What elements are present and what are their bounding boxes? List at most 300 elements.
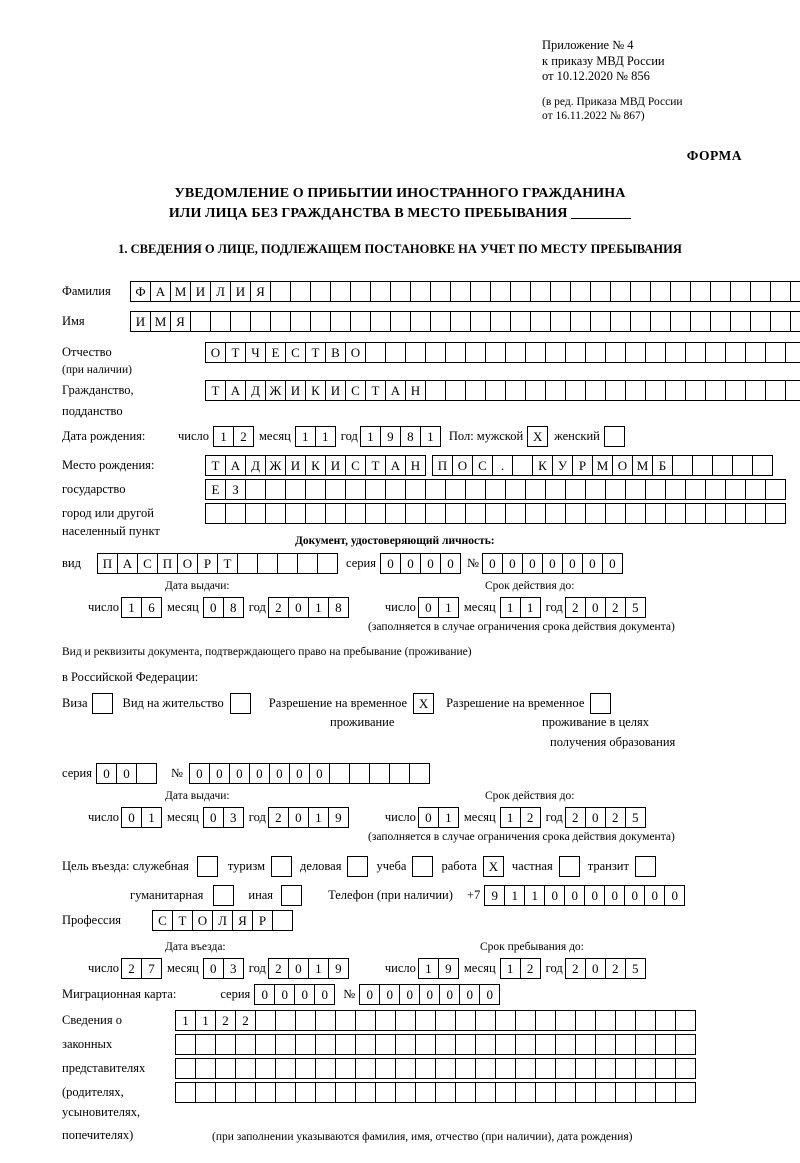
char-cell[interactable]: [470, 281, 491, 302]
purpose-work-checkbox[interactable]: X: [483, 856, 504, 877]
char-cell[interactable]: О: [612, 455, 633, 476]
char-cell[interactable]: [585, 479, 606, 500]
char-cell[interactable]: [650, 281, 671, 302]
char-cell[interactable]: [345, 503, 366, 524]
entry-day-input[interactable]: [121, 958, 162, 979]
char-cell[interactable]: К: [305, 455, 326, 476]
char-cell[interactable]: 0: [582, 553, 603, 574]
char-cell[interactable]: [765, 342, 786, 363]
char-cell[interactable]: 0: [418, 807, 439, 828]
char-cell[interactable]: [530, 311, 551, 332]
char-cell[interactable]: [705, 342, 726, 363]
char-cell[interactable]: [465, 380, 486, 401]
char-cell[interactable]: [545, 503, 566, 524]
char-cell[interactable]: [595, 1082, 616, 1103]
char-cell[interactable]: К: [532, 455, 553, 476]
char-cell[interactable]: [565, 479, 586, 500]
char-cell[interactable]: С: [137, 553, 158, 574]
char-cell[interactable]: [575, 1058, 596, 1079]
char-cell[interactable]: [605, 479, 626, 500]
char-cell[interactable]: 0: [314, 984, 335, 1005]
char-cell[interactable]: 0: [209, 763, 230, 784]
char-cell[interactable]: [495, 1034, 516, 1055]
char-cell[interactable]: [205, 503, 226, 524]
char-cell[interactable]: 0: [602, 553, 623, 574]
birth-city-input-row3[interactable]: [205, 503, 786, 524]
doc-issue-month-input[interactable]: [203, 597, 244, 618]
char-cell[interactable]: 0: [116, 763, 137, 784]
char-cell[interactable]: [745, 479, 766, 500]
char-cell[interactable]: [750, 281, 771, 302]
char-cell[interactable]: 0: [604, 885, 625, 906]
char-cell[interactable]: 2: [565, 597, 586, 618]
char-cell[interactable]: [505, 380, 526, 401]
char-cell[interactable]: [190, 311, 211, 332]
char-cell[interactable]: 0: [664, 885, 685, 906]
char-cell[interactable]: [272, 910, 293, 931]
sex-female-checkbox[interactable]: [604, 426, 625, 447]
char-cell[interactable]: З: [225, 479, 246, 500]
char-cell[interactable]: [535, 1034, 556, 1055]
char-cell[interactable]: [425, 479, 446, 500]
char-cell[interactable]: 0: [288, 807, 309, 828]
char-cell[interactable]: [350, 281, 371, 302]
char-cell[interactable]: [245, 503, 266, 524]
char-cell[interactable]: [585, 342, 606, 363]
char-cell[interactable]: [230, 311, 251, 332]
char-cell[interactable]: [655, 1034, 676, 1055]
char-cell[interactable]: [385, 503, 406, 524]
char-cell[interactable]: [455, 1034, 476, 1055]
char-cell[interactable]: П: [97, 553, 118, 574]
doc-kind-input[interactable]: [97, 553, 338, 574]
char-cell[interactable]: Ф: [130, 281, 151, 302]
char-cell[interactable]: [485, 342, 506, 363]
char-cell[interactable]: [570, 311, 591, 332]
char-cell[interactable]: [349, 763, 370, 784]
char-cell[interactable]: [630, 281, 651, 302]
char-cell[interactable]: А: [385, 455, 406, 476]
char-cell[interactable]: 2: [565, 958, 586, 979]
char-cell[interactable]: [395, 1058, 416, 1079]
char-cell[interactable]: [665, 479, 686, 500]
char-cell[interactable]: [672, 455, 693, 476]
doc-series-input[interactable]: [380, 553, 461, 574]
purpose-tourism-checkbox[interactable]: [271, 856, 292, 877]
char-cell[interactable]: [615, 1010, 636, 1031]
char-cell[interactable]: [290, 281, 311, 302]
char-cell[interactable]: 1: [504, 885, 525, 906]
char-cell[interactable]: [270, 281, 291, 302]
birth-city-input-row1[interactable]: [432, 455, 773, 476]
char-cell[interactable]: 0: [288, 597, 309, 618]
permit-number-input[interactable]: [189, 763, 430, 784]
char-cell[interactable]: [275, 1058, 296, 1079]
purpose-study-checkbox[interactable]: [412, 856, 433, 877]
stay-year-input[interactable]: [565, 958, 646, 979]
char-cell[interactable]: [470, 311, 491, 332]
char-cell[interactable]: [305, 503, 326, 524]
char-cell[interactable]: 0: [562, 553, 583, 574]
char-cell[interactable]: [605, 380, 626, 401]
sex-male-checkbox[interactable]: X: [527, 426, 548, 447]
char-cell[interactable]: [535, 1058, 556, 1079]
char-cell[interactable]: [415, 1058, 436, 1079]
char-cell[interactable]: [385, 479, 406, 500]
char-cell[interactable]: 1: [308, 807, 329, 828]
char-cell[interactable]: 8: [400, 426, 421, 447]
char-cell[interactable]: Я: [232, 910, 253, 931]
char-cell[interactable]: 0: [419, 984, 440, 1005]
char-cell[interactable]: [415, 1082, 436, 1103]
char-cell[interactable]: [445, 503, 466, 524]
char-cell[interactable]: А: [225, 380, 246, 401]
char-cell[interactable]: 9: [328, 807, 349, 828]
char-cell[interactable]: 0: [585, 958, 606, 979]
char-cell[interactable]: 2: [605, 597, 626, 618]
char-cell[interactable]: [525, 380, 546, 401]
char-cell[interactable]: 0: [229, 763, 250, 784]
char-cell[interactable]: 0: [585, 807, 606, 828]
char-cell[interactable]: Н: [405, 380, 426, 401]
char-cell[interactable]: [405, 342, 426, 363]
char-cell[interactable]: [750, 311, 771, 332]
char-cell[interactable]: 1: [213, 426, 234, 447]
char-cell[interactable]: [555, 1010, 576, 1031]
char-cell[interactable]: [732, 455, 753, 476]
char-cell[interactable]: [625, 380, 646, 401]
char-cell[interactable]: [595, 1034, 616, 1055]
char-cell[interactable]: [615, 1034, 636, 1055]
char-cell[interactable]: [250, 311, 271, 332]
char-cell[interactable]: [325, 503, 346, 524]
char-cell[interactable]: [710, 281, 731, 302]
char-cell[interactable]: [195, 1058, 216, 1079]
char-cell[interactable]: [645, 503, 666, 524]
char-cell[interactable]: [565, 342, 586, 363]
char-cell[interactable]: 1: [418, 958, 439, 979]
char-cell[interactable]: [350, 311, 371, 332]
char-cell[interactable]: Д: [245, 455, 266, 476]
char-cell[interactable]: 0: [121, 807, 142, 828]
char-cell[interactable]: [570, 281, 591, 302]
char-cell[interactable]: В: [325, 342, 346, 363]
char-cell[interactable]: 9: [484, 885, 505, 906]
purpose-service-checkbox[interactable]: [197, 856, 218, 877]
char-cell[interactable]: [725, 479, 746, 500]
char-cell[interactable]: [605, 503, 626, 524]
char-cell[interactable]: [712, 455, 733, 476]
char-cell[interactable]: И: [325, 380, 346, 401]
char-cell[interactable]: 2: [605, 958, 626, 979]
char-cell[interactable]: [285, 503, 306, 524]
char-cell[interactable]: 0: [288, 958, 309, 979]
char-cell[interactable]: Р: [572, 455, 593, 476]
migration-series-input[interactable]: [254, 984, 335, 1005]
profession-input[interactable]: [152, 910, 293, 931]
char-cell[interactable]: [235, 1082, 256, 1103]
char-cell[interactable]: С: [285, 342, 306, 363]
char-cell[interactable]: П: [432, 455, 453, 476]
char-cell[interactable]: 0: [502, 553, 523, 574]
char-cell[interactable]: [650, 311, 671, 332]
char-cell[interactable]: И: [325, 455, 346, 476]
char-cell[interactable]: 1: [420, 426, 441, 447]
char-cell[interactable]: [455, 1010, 476, 1031]
char-cell[interactable]: 2: [235, 1010, 256, 1031]
char-cell[interactable]: [136, 763, 157, 784]
purpose-business-checkbox[interactable]: [347, 856, 368, 877]
char-cell[interactable]: 5: [625, 958, 646, 979]
char-cell[interactable]: 0: [418, 597, 439, 618]
char-cell[interactable]: 6: [141, 597, 162, 618]
char-cell[interactable]: [450, 311, 471, 332]
char-cell[interactable]: [725, 503, 746, 524]
char-cell[interactable]: [635, 1010, 656, 1031]
char-cell[interactable]: [475, 1058, 496, 1079]
char-cell[interactable]: 0: [359, 984, 380, 1005]
char-cell[interactable]: [525, 342, 546, 363]
char-cell[interactable]: [315, 1010, 336, 1031]
char-cell[interactable]: 0: [420, 553, 441, 574]
char-cell[interactable]: [585, 380, 606, 401]
char-cell[interactable]: [645, 479, 666, 500]
char-cell[interactable]: Р: [252, 910, 273, 931]
char-cell[interactable]: [550, 311, 571, 332]
char-cell[interactable]: 1: [438, 597, 459, 618]
char-cell[interactable]: М: [632, 455, 653, 476]
edu-residence-checkbox[interactable]: [590, 693, 611, 714]
char-cell[interactable]: [175, 1082, 196, 1103]
char-cell[interactable]: А: [385, 380, 406, 401]
char-cell[interactable]: 1: [308, 958, 329, 979]
char-cell[interactable]: [675, 1010, 696, 1031]
char-cell[interactable]: [245, 479, 266, 500]
char-cell[interactable]: [225, 503, 246, 524]
char-cell[interactable]: [275, 1082, 296, 1103]
char-cell[interactable]: И: [285, 455, 306, 476]
char-cell[interactable]: [290, 311, 311, 332]
char-cell[interactable]: [590, 311, 611, 332]
char-cell[interactable]: Т: [365, 380, 386, 401]
char-cell[interactable]: [335, 1034, 356, 1055]
char-cell[interactable]: [675, 1082, 696, 1103]
char-cell[interactable]: [315, 1034, 336, 1055]
char-cell[interactable]: Е: [265, 342, 286, 363]
char-cell[interactable]: 2: [233, 426, 254, 447]
char-cell[interactable]: [255, 1034, 276, 1055]
char-cell[interactable]: 0: [584, 885, 605, 906]
char-cell[interactable]: [265, 503, 286, 524]
char-cell[interactable]: [430, 311, 451, 332]
char-cell[interactable]: [275, 1034, 296, 1055]
char-cell[interactable]: [395, 1010, 416, 1031]
char-cell[interactable]: Т: [305, 342, 326, 363]
stay-day-input[interactable]: [418, 958, 459, 979]
char-cell[interactable]: [405, 503, 426, 524]
char-cell[interactable]: [675, 1058, 696, 1079]
char-cell[interactable]: [645, 342, 666, 363]
char-cell[interactable]: И: [190, 281, 211, 302]
char-cell[interactable]: [692, 455, 713, 476]
char-cell[interactable]: [315, 1058, 336, 1079]
char-cell[interactable]: [297, 553, 318, 574]
char-cell[interactable]: [585, 503, 606, 524]
char-cell[interactable]: [675, 1034, 696, 1055]
doc-number-input[interactable]: [482, 553, 623, 574]
char-cell[interactable]: [410, 311, 431, 332]
char-cell[interactable]: 3: [223, 958, 244, 979]
char-cell[interactable]: [705, 380, 726, 401]
char-cell[interactable]: А: [117, 553, 138, 574]
char-cell[interactable]: 1: [141, 807, 162, 828]
char-cell[interactable]: А: [225, 455, 246, 476]
char-cell[interactable]: [630, 311, 651, 332]
char-cell[interactable]: И: [130, 311, 151, 332]
char-cell[interactable]: [555, 1058, 576, 1079]
char-cell[interactable]: [355, 1082, 376, 1103]
char-cell[interactable]: [495, 1082, 516, 1103]
char-cell[interactable]: [685, 503, 706, 524]
citizenship-input[interactable]: [205, 380, 800, 401]
char-cell[interactable]: [375, 1082, 396, 1103]
char-cell[interactable]: [475, 1082, 496, 1103]
entry-month-input[interactable]: [203, 958, 244, 979]
char-cell[interactable]: [435, 1082, 456, 1103]
char-cell[interactable]: [330, 311, 351, 332]
temporary-residence-checkbox[interactable]: X: [413, 693, 434, 714]
char-cell[interactable]: О: [452, 455, 473, 476]
char-cell[interactable]: [345, 479, 366, 500]
char-cell[interactable]: С: [345, 380, 366, 401]
permit-valid-year-input[interactable]: [565, 807, 646, 828]
char-cell[interactable]: Д: [245, 380, 266, 401]
char-cell[interactable]: [725, 380, 746, 401]
char-cell[interactable]: [175, 1034, 196, 1055]
purpose-transit-checkbox[interactable]: [635, 856, 656, 877]
char-cell[interactable]: [615, 1058, 636, 1079]
char-cell[interactable]: [515, 1010, 536, 1031]
char-cell[interactable]: 1: [121, 597, 142, 618]
char-cell[interactable]: [329, 763, 350, 784]
char-cell[interactable]: [335, 1082, 356, 1103]
char-cell[interactable]: 0: [289, 763, 310, 784]
char-cell[interactable]: [610, 281, 631, 302]
char-cell[interactable]: .: [492, 455, 513, 476]
char-cell[interactable]: [785, 342, 800, 363]
char-cell[interactable]: [635, 1082, 656, 1103]
char-cell[interactable]: [625, 503, 646, 524]
permit-valid-month-input[interactable]: [500, 807, 541, 828]
char-cell[interactable]: 0: [189, 763, 210, 784]
char-cell[interactable]: М: [592, 455, 613, 476]
char-cell[interactable]: [445, 380, 466, 401]
char-cell[interactable]: [375, 1058, 396, 1079]
char-cell[interactable]: [390, 311, 411, 332]
char-cell[interactable]: 8: [223, 597, 244, 618]
char-cell[interactable]: [525, 503, 546, 524]
char-cell[interactable]: [595, 1010, 616, 1031]
char-cell[interactable]: 2: [121, 958, 142, 979]
char-cell[interactable]: [765, 503, 786, 524]
permit-issue-year-input[interactable]: [268, 807, 349, 828]
char-cell[interactable]: [535, 1010, 556, 1031]
char-cell[interactable]: Ж: [265, 380, 286, 401]
char-cell[interactable]: [495, 1010, 516, 1031]
char-cell[interactable]: 0: [522, 553, 543, 574]
char-cell[interactable]: [710, 311, 731, 332]
char-cell[interactable]: [325, 479, 346, 500]
char-cell[interactable]: [490, 281, 511, 302]
birth-month-input[interactable]: [295, 426, 336, 447]
char-cell[interactable]: [425, 380, 446, 401]
char-cell[interactable]: 0: [294, 984, 315, 1005]
char-cell[interactable]: [355, 1058, 376, 1079]
char-cell[interactable]: [512, 455, 533, 476]
char-cell[interactable]: 1: [500, 597, 521, 618]
char-cell[interactable]: У: [552, 455, 573, 476]
char-cell[interactable]: [505, 479, 526, 500]
char-cell[interactable]: 1: [308, 597, 329, 618]
char-cell[interactable]: 0: [542, 553, 563, 574]
doc-issue-day-input[interactable]: [121, 597, 162, 618]
purpose-other-checkbox[interactable]: [281, 885, 302, 906]
char-cell[interactable]: 0: [644, 885, 665, 906]
migration-number-input[interactable]: [359, 984, 500, 1005]
char-cell[interactable]: [435, 1034, 456, 1055]
char-cell[interactable]: [315, 1082, 336, 1103]
char-cell[interactable]: [215, 1082, 236, 1103]
char-cell[interactable]: [335, 1058, 356, 1079]
char-cell[interactable]: Т: [172, 910, 193, 931]
permit-issue-day-input[interactable]: [121, 807, 162, 828]
char-cell[interactable]: [305, 479, 326, 500]
char-cell[interactable]: [275, 1010, 296, 1031]
char-cell[interactable]: [175, 1058, 196, 1079]
char-cell[interactable]: Я: [170, 311, 191, 332]
char-cell[interactable]: [450, 281, 471, 302]
char-cell[interactable]: М: [170, 281, 191, 302]
char-cell[interactable]: 7: [141, 958, 162, 979]
char-cell[interactable]: [295, 1010, 316, 1031]
permit-issue-month-input[interactable]: [203, 807, 244, 828]
char-cell[interactable]: [410, 281, 431, 302]
char-cell[interactable]: 0: [585, 597, 606, 618]
birth-day-input[interactable]: [213, 426, 254, 447]
char-cell[interactable]: [665, 503, 686, 524]
purpose-private-checkbox[interactable]: [559, 856, 580, 877]
char-cell[interactable]: 2: [268, 597, 289, 618]
char-cell[interactable]: 1: [295, 426, 316, 447]
char-cell[interactable]: 2: [605, 807, 626, 828]
char-cell[interactable]: [515, 1058, 536, 1079]
legal-rep-input-row2[interactable]: [175, 1034, 696, 1055]
char-cell[interactable]: [310, 311, 331, 332]
char-cell[interactable]: Т: [365, 455, 386, 476]
char-cell[interactable]: [550, 281, 571, 302]
char-cell[interactable]: Ж: [265, 455, 286, 476]
char-cell[interactable]: 5: [625, 597, 646, 618]
char-cell[interactable]: [395, 1082, 416, 1103]
char-cell[interactable]: [655, 1058, 676, 1079]
char-cell[interactable]: 9: [328, 958, 349, 979]
char-cell[interactable]: [277, 553, 298, 574]
char-cell[interactable]: Л: [210, 281, 231, 302]
char-cell[interactable]: [545, 380, 566, 401]
char-cell[interactable]: [505, 342, 526, 363]
char-cell[interactable]: 1: [524, 885, 545, 906]
permit-valid-day-input[interactable]: [418, 807, 459, 828]
